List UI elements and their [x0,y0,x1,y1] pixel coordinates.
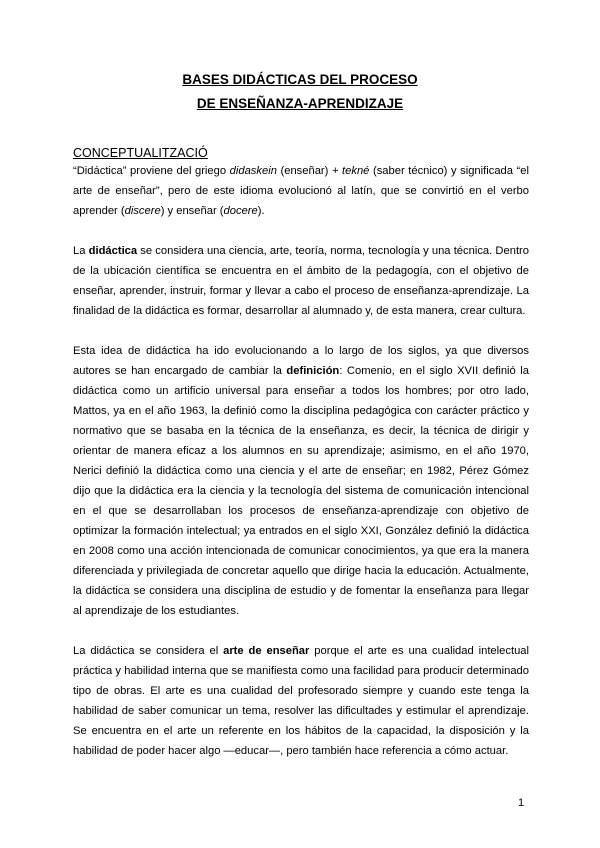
paragraph-text: se considera una ciencia, arte, teoría, norma, tecnología y una técnica. Dentro de la ubicación científica se encuentra en el ámbito de la pedagogía, con el objetivo de enseñar, aprender, instruir, formar y llevar a cabo el proceso de enseñanza-aprendizaje. La finalidad de la didáctica es formar, desarrollar al alumnado y, de esta manera, crear cultura. [73,245,529,317]
paragraph-text: : Comenio, en el siglo XVII definió la didáctica como un artificio universal para enseñar a todos los hombres; por otro lado, Mattos, ya en el año 1963, la definió como la disciplina pedagógica con carácter práctico y normativo que se basaba en la técnica de la enseñanza, es decir, la técnica de dirigir y orientar de manera eficaz a los alumnos en su aprendizaje; asimismo, en el año 1970, Nerici definió la didáctica como una ciencia y el arte de enseñar; en 1982, Pérez Gómez dijo que la didáctica era la ciencia y la tecnología del sistema de comunicación intencional en el que se desarrollaban los procesos de enseñanza-aprendizaje con objetivo de optimizar la formación intelectual; ya entrados en el siglo XXI, González definió la didáctica en 2008 como una acción intencionada de comunicar conocimientos, ya que era la manera diferenciada y privilegiada de concretar aquello que dirige hacia la educación. Actualmente, la didáctica se considera una disciplina de estudio y de fomentar la enseñanza para llegar al aprendizaje de los estudiantes. [73,365,529,617]
document-title-line-1: BASES DIDÁCTICAS DEL PROCESO [182,72,418,87]
paragraph-text: (saber técnico) y significada “el arte de enseñar”, pero de este idioma evolucionó al latín, que se convirtió en el verbo aprender ( [73,165,529,217]
paragraph [73,641,529,761]
bold-term: arte de enseñar [223,645,310,657]
paragraph-text: Esta idea de didáctica ha ido evolucionando a lo largo de los siglos, ya que diversos autores se han encargado de cambiar la [73,345,529,377]
paragraph-text: La [73,245,89,257]
paragraph [73,161,529,221]
paragraph-text: (enseñar) + [276,165,343,177]
paragraph [73,341,529,621]
italic-term: tekné [342,165,370,177]
italic-term: docere [223,205,258,217]
page-number: 1 [518,797,525,809]
document-body [73,161,529,781]
document-title-line-2: DE ENSEÑANZA-APRENDIZAJE [196,96,404,111]
italic-term: didaskein [229,165,277,177]
bold-term: didáctica [88,245,138,257]
italic-term: discere [124,205,161,217]
paragraph [73,241,529,321]
paragraph-text: porque el arte es una cualidad intelectual práctica y habilidad interna que se manifiesta como una facilidad para producir determinado tipo de obras. El arte es una cualidad del profesorado siempre y cuando este tenga la habilidad de saber comunicar un tema, resolver las dificultades y estimular el aprendizaje. Se encuentra en el arte un referente en los hábitos de la capacidad, la disposición y la habilidad de poder hacer algo —educar—, pero también hace referencia a cómo actuar. [73,645,529,757]
paragraph-text: ). [257,205,265,217]
bold-term: definición [286,365,340,377]
section-heading: CONCEPTUALITZACIÓ [73,146,208,160]
paragraph-text: ) y enseñar ( [160,205,224,217]
paragraph-text: “Didáctica” proviene del griego [73,165,230,177]
paragraph-text: La didáctica se considera el [73,645,224,657]
